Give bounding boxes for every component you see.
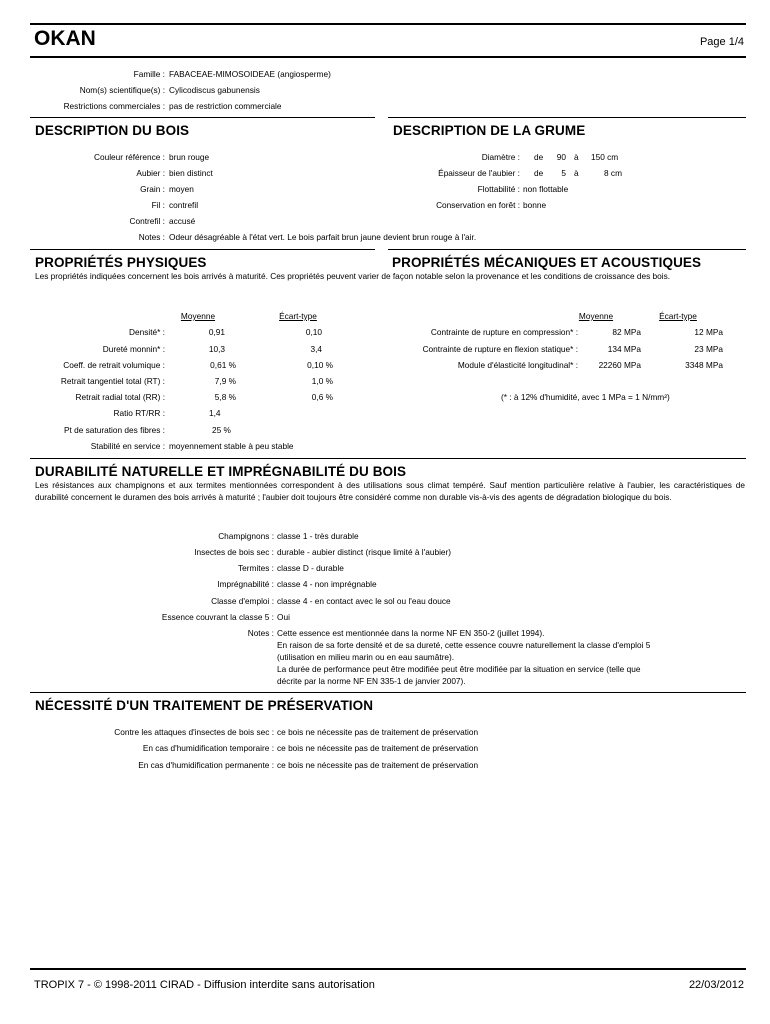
- footer-date: 22/03/2012: [688, 979, 744, 991]
- durab-value: Oui: [277, 612, 290, 622]
- phys-header-sd: Écart-type: [279, 311, 317, 321]
- meca-sd: 23 MPa: [694, 344, 723, 354]
- meca-mean: 22260 MPa: [598, 360, 641, 370]
- treatment-label: En cas d'humidification temporaire :: [142, 743, 274, 753]
- identity-label: Nom(s) scientifique(s) :: [79, 85, 165, 95]
- treatment-value: ce bois ne nécessite pas de traitement de préservation: [277, 727, 479, 737]
- page-title: OKAN: [34, 27, 96, 50]
- meca-label: Contrainte de rupture en flexion statique* :: [422, 344, 578, 354]
- section-heading-phys: PROPRIÉTÉS PHYSIQUES: [35, 255, 207, 270]
- meca-header-sd: Écart-type: [659, 311, 697, 321]
- section-heading-durab: DURABILITÉ NATURELLE ET IMPRÉGNABILITÉ DU BOIS: [35, 464, 407, 479]
- section-rule: [30, 117, 375, 118]
- phys-mean: 7,9 %: [214, 376, 236, 386]
- meca-sd: 12 MPa: [694, 327, 723, 337]
- wood-value: accusé: [169, 216, 196, 226]
- durab-note-line: En raison de sa forte densité et de sa dureté, cette essence couvre naturellement la classe d'emploi 5: [277, 640, 651, 650]
- wood-value: bien distinct: [169, 168, 213, 178]
- phys-label: Densité* :: [129, 327, 165, 337]
- header-rule: [30, 56, 746, 58]
- log-range-to: à: [574, 152, 579, 162]
- durab-label: Essence couvrant la classe 5 :: [161, 612, 274, 622]
- durab-value: classe 1 - très durable: [277, 531, 359, 541]
- durab-value: classe 4 - non imprégnable: [277, 579, 377, 589]
- phys-sd: 0,10 %: [307, 360, 333, 370]
- section-heading-trait: NÉCESSITÉ D'UN TRAITEMENT DE PRÉSERVATION: [35, 698, 374, 713]
- durab-note-line: La durée de performance peut être modifiée peut être modifiée par la situation en service (telle que: [277, 664, 641, 674]
- durab-label: Insectes de bois sec :: [194, 547, 274, 557]
- meca-mean: 82 MPa: [612, 327, 641, 337]
- phys-label: Dureté monnin* :: [102, 344, 165, 354]
- treatment-value: ce bois ne nécessite pas de traitement de préservation: [277, 743, 479, 753]
- log-diameter-max: 150 cm: [591, 152, 619, 162]
- section-rule: [30, 692, 746, 693]
- identity-value: pas de restriction commerciale: [169, 101, 282, 111]
- wood-label: Grain :: [140, 184, 165, 194]
- phys-label: Coeff. de retrait volumique :: [63, 360, 165, 370]
- phys-sd: 1,0 %: [311, 376, 333, 386]
- identity-value: FABACEAE-MIMOSOIDEAE (angiosperme): [169, 69, 331, 79]
- durab-value: classe D - durable: [277, 563, 344, 573]
- durab-value: durable - aubier distinct (risque limité à l'aubier): [277, 547, 452, 557]
- section-rule: [30, 249, 375, 250]
- durab-label: Classe d'emploi :: [211, 596, 274, 606]
- footer-copyright: TROPIX 7 - © 1998-2011 CIRAD - Diffusion interdite sans autorisation: [34, 979, 375, 991]
- durab-note-line: décrite par la norme NF EN 335-1 de janvier 2007).: [277, 676, 466, 686]
- phys-mean: 1,4: [209, 408, 221, 418]
- section-rule: [388, 249, 746, 250]
- log-diameter-label: Diamètre :: [481, 152, 520, 162]
- wood-label: Aubier :: [136, 168, 165, 178]
- wood-value: contrefil: [169, 200, 199, 210]
- wood-notes: Odeur désagréable à l'état vert. Le bois parfait brun jaune devient brun rouge à l'air.: [169, 232, 477, 242]
- durab-value: classe 4 - en contact avec le sol ou l'eau douce: [277, 596, 451, 606]
- phys-header-mean: Moyenne: [180, 311, 216, 321]
- page-number: Page 1/4: [699, 36, 744, 48]
- log-sapwood-label: Épaisseur de l'aubier :: [438, 168, 520, 178]
- treatment-label: En cas d'humidification permanente :: [138, 760, 274, 770]
- wood-value: brun rouge: [169, 152, 210, 162]
- footer-rule: [30, 968, 746, 970]
- phys-label: Stabilité en service :: [90, 441, 165, 451]
- durab-label: Champignons :: [218, 531, 274, 541]
- log-floatability-value: non flottable: [523, 184, 569, 194]
- phys-mean: 0,61 %: [210, 360, 236, 370]
- phys-sd: 0,10: [305, 327, 322, 337]
- treatment-label: Contre les attaques d'insectes de bois sec :: [114, 727, 274, 737]
- meca-mean: 134 MPa: [607, 344, 641, 354]
- section-heading-meca: PROPRIÉTÉS MÉCANIQUES ET ACOUSTIQUES: [392, 255, 702, 270]
- wood-label: Fil :: [151, 200, 165, 210]
- durab-label: Termites :: [238, 563, 274, 573]
- log-diameter-min: 90: [556, 152, 566, 162]
- phys-mean: 10,3: [208, 344, 225, 354]
- log-range-to: à: [574, 168, 579, 178]
- durab-intro: Les résistances aux champignons et aux termites mentionnées correspondent à des utilisations sous climat tempéré. Sauf mention particulière relative à l'aubier, les caractéristiques de durabilité concernent le duramen des bois arrivés à maturité ; l'aubier doit toujours être considéré comme non durable vis-à-vis des agents de dégradation biologique du bois.: [35, 480, 745, 502]
- phys-label: Ratio RT/RR :: [113, 408, 165, 418]
- wood-value: moyen: [169, 184, 194, 194]
- meca-footnote: (* : à 12% d'humidité, avec 1 MPa = 1 N/mm²): [501, 392, 670, 402]
- meca-label: Module d'élasticité longitudinal* :: [457, 360, 578, 370]
- identity-label: Restrictions commerciales :: [63, 101, 165, 111]
- phys-label: Pt de saturation des fibres :: [63, 425, 165, 435]
- phys-intro: Les propriétés indiquées concernent les bois arrivés à maturité. Ces propriétés peuvent varier de façon notable selon la provenance et les conditions de croissance des bois.: [35, 271, 671, 281]
- phys-sd: 0,6 %: [311, 392, 333, 402]
- phys-sd: 3,4: [310, 344, 322, 354]
- phys-mean: 25 %: [212, 425, 231, 435]
- log-range-from: de: [534, 152, 544, 162]
- top-rule: [30, 23, 746, 25]
- phys-label: Retrait radial total (RR) :: [75, 392, 165, 402]
- log-conservation-label: Conservation en forêt :: [436, 200, 520, 210]
- meca-sd: 3348 MPa: [685, 360, 723, 370]
- durab-note-line: (utilisation en milieu marin ou en eau saumâtre).: [277, 652, 455, 662]
- meca-label: Contrainte de rupture en compression* :: [430, 327, 578, 337]
- durab-label: Imprégnabilité :: [217, 579, 274, 589]
- phys-mean: 5,8 %: [214, 392, 236, 402]
- section-rule: [388, 117, 746, 118]
- phys-mean: 0,91: [208, 327, 225, 337]
- phys-stability: moyennement stable à peu stable: [169, 441, 294, 451]
- treatment-value: ce bois ne nécessite pas de traitement de préservation: [277, 760, 479, 770]
- section-heading-desc-bois: DESCRIPTION DU BOIS: [35, 123, 190, 138]
- phys-label: Retrait tangentiel total (RT) :: [60, 376, 165, 386]
- wood-label: Couleur référence :: [93, 152, 165, 162]
- wood-label: Contrefil :: [129, 216, 165, 226]
- durab-note-line: Cette essence est mentionnée dans la norme NF EN 350-2 (juillet 1994).: [277, 628, 545, 638]
- meca-header-mean: Moyenne: [578, 311, 614, 321]
- section-heading-desc-grume: DESCRIPTION DE LA GRUME: [393, 123, 586, 138]
- identity-label: Famille :: [133, 69, 165, 79]
- wood-label: Notes :: [138, 232, 165, 242]
- log-conservation-value: bonne: [523, 200, 547, 210]
- log-range-from: de: [534, 168, 544, 178]
- log-sapwood-max: 8 cm: [604, 168, 622, 178]
- log-floatability-label: Flottabilité :: [477, 184, 520, 194]
- durab-notes-label: Notes :: [247, 628, 274, 638]
- log-sapwood-min: 5: [561, 168, 566, 178]
- section-rule: [30, 458, 746, 459]
- identity-value: Cylicodiscus gabunensis: [169, 85, 260, 95]
